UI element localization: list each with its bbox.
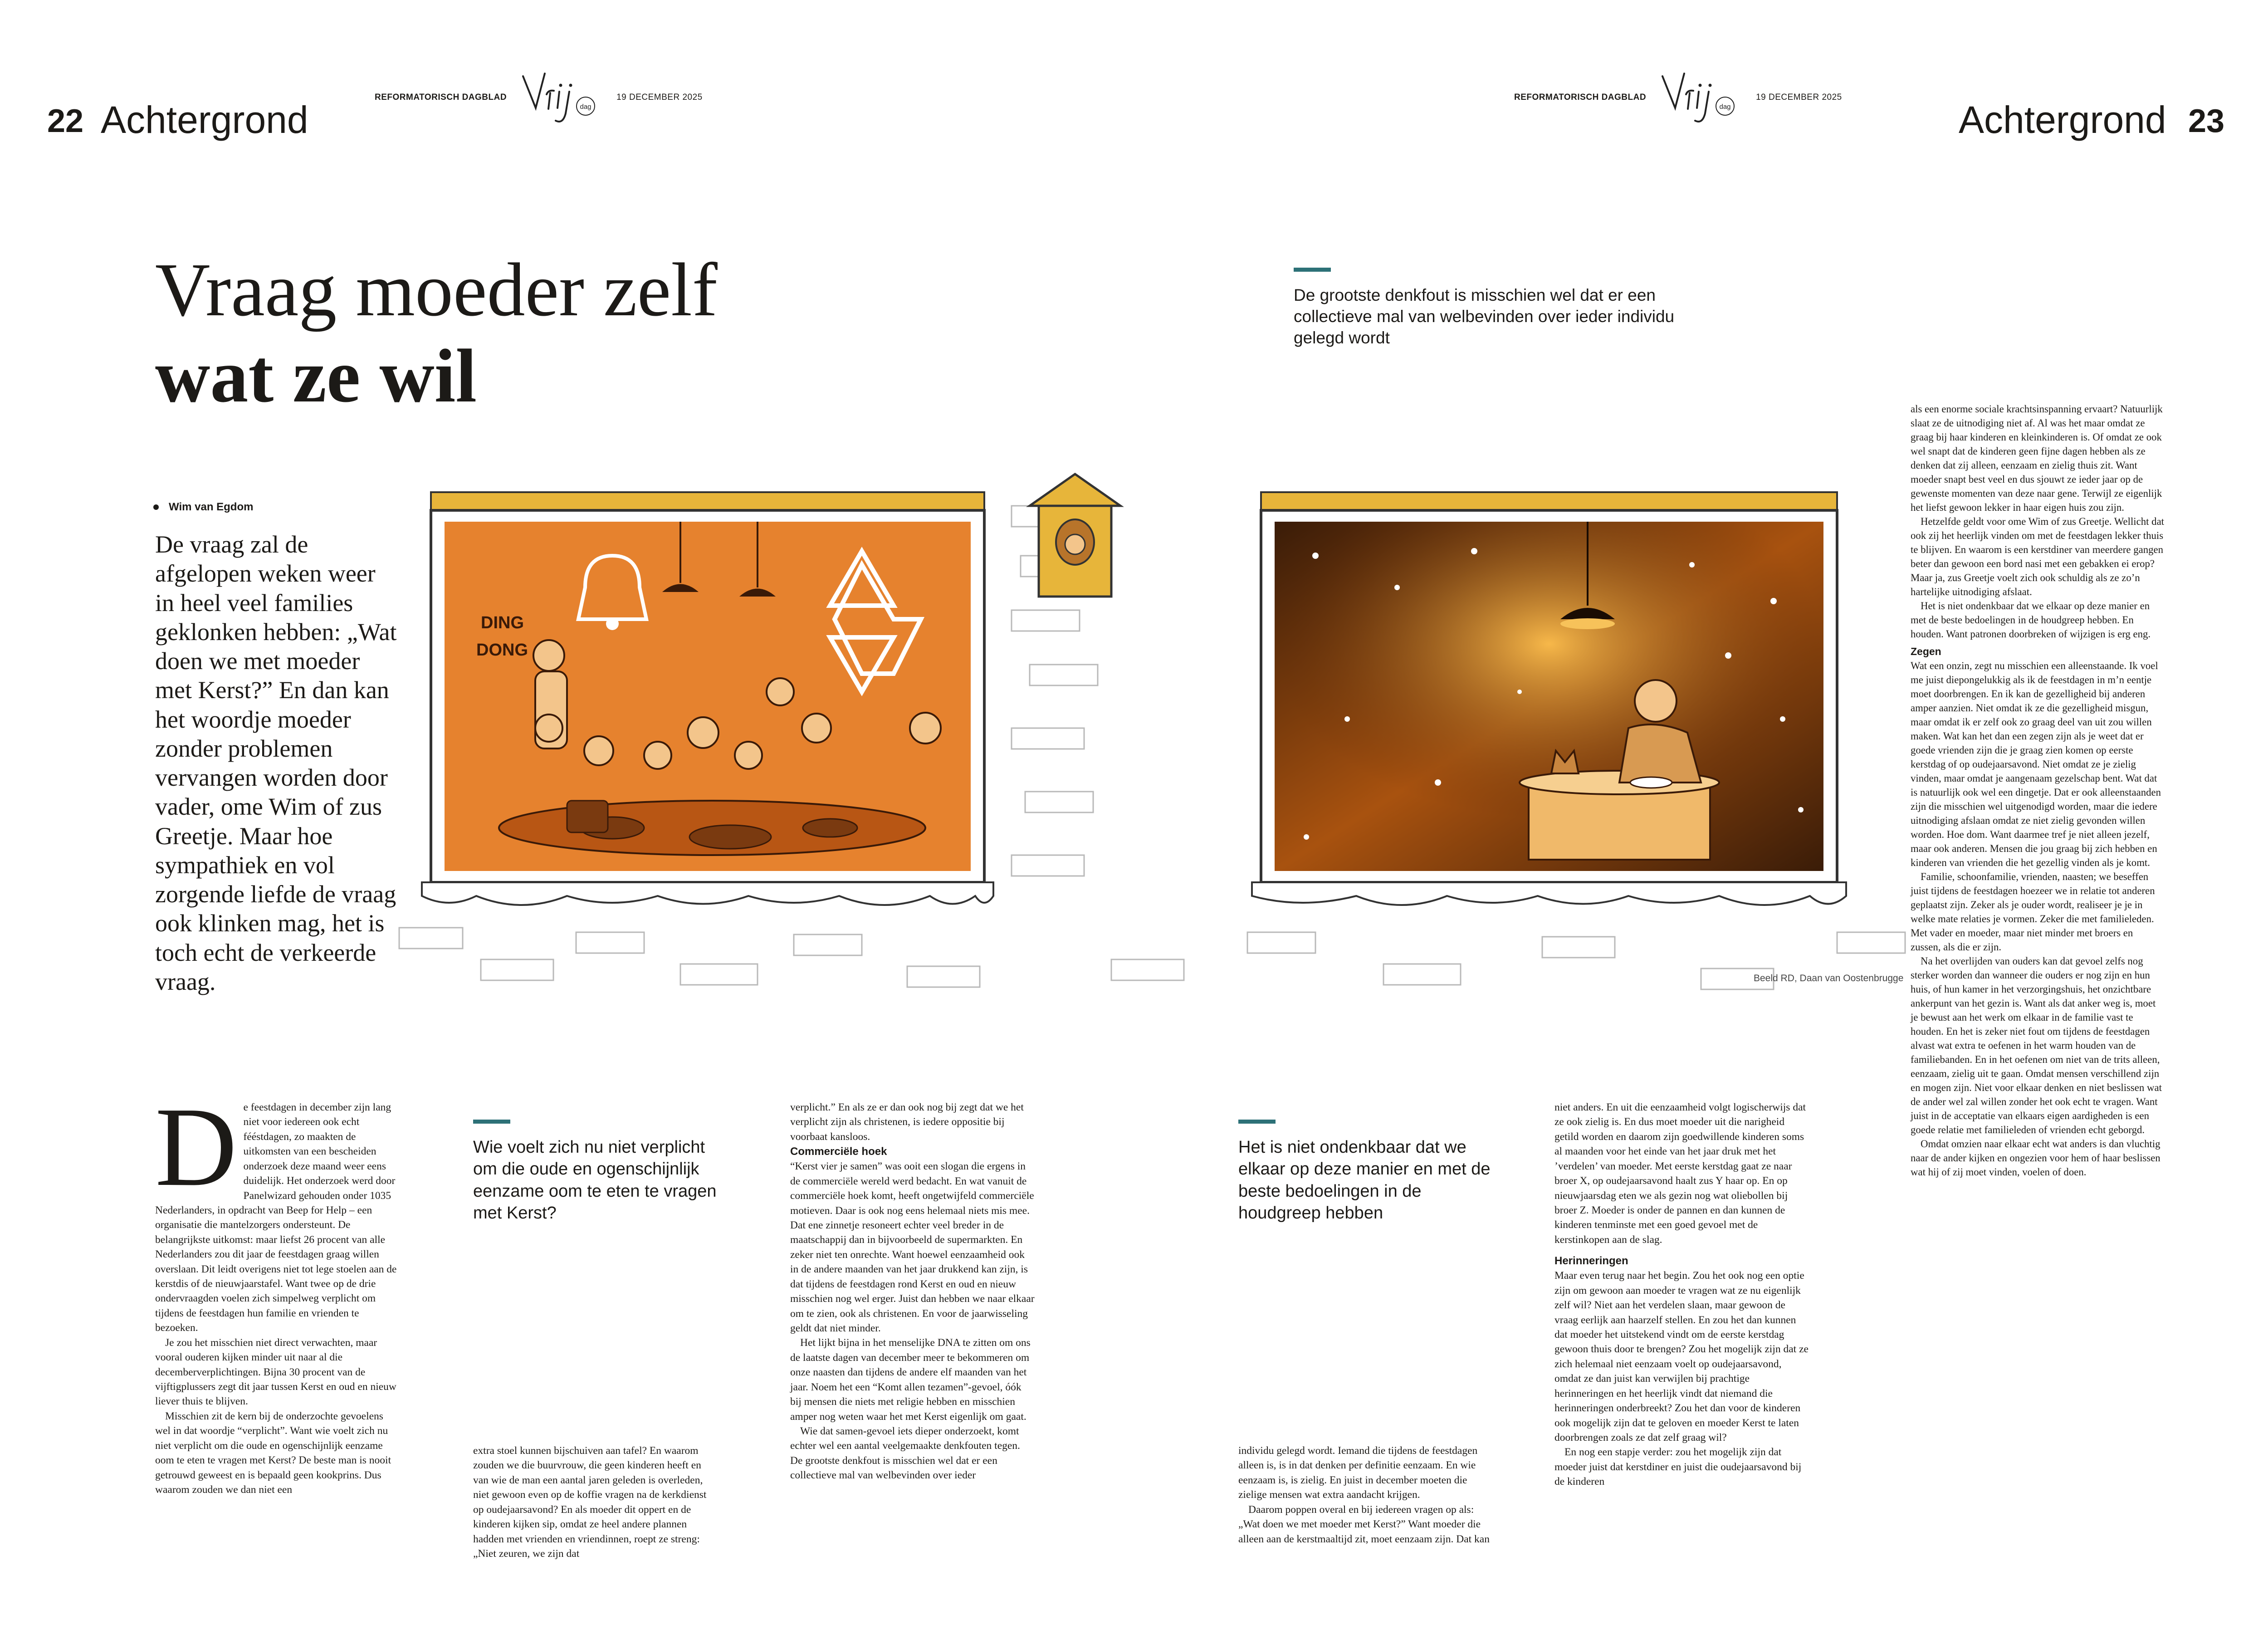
paragraph: Wie dat samen-gevoel iets dieper onderzoekt, komt echter wel een aantal veelgemaakte denkfouten tegen. De grootste denkfout is misschien wel dat er een collectieve mal van welbevinden over ieder [790,1425,1020,1482]
paragraph: verplicht.” En als ze er dan ook nog bij zegt dat we het verplicht zijn als christenen, is iedere oppositie bij voorbaat kansloos. [790,1101,1024,1143]
byline-bullet [153,504,159,510]
body-column-6 [1911,402,2165,1179]
intro-text: De vraag zal de afgelopen weken weer in heel veel families geklonken hebben: „Wat doen we met moeder met Kerst?” En dan kan het woordje moeder zonder problemen vervangen worden door vader, ome Wim of zus Greetje. Maar hoe sympathiek en vol zorgende liefde de vraag ook klinken mag, het is toch echt de verkeerde vraag. [155,531,397,995]
subheading: Commerciële hoek [790,1145,887,1158]
body-column-5 [1554,1100,1809,1489]
quote-bar-top [1294,268,1331,272]
paragraph: Maar even terug naar het begin. Zou het ook nog een optie zijn om gewoon aan moeder te vragen wat ze nu eigenlijk zelf wil? Niet aan het verdelen slaan, maar gewoon de vraag eerlijk aan haarzelf stellen. En zou het dan kunnen dat moeder het uitstekend vindt om de eerste kerstdag gewoon thuis door te brengen? Zou het mogelijk zijn dat ze zich helemaal niet eenzaam voelt op oudejaarsavond, omdat ze dan juist kan verwijlen bij prachtige herinneringen en het heerlijk vindt dat niemand die herinneringen onderbreekt? Zou het dan voor de kinderen ook mogelijk zijn dat te geloven en moeder Kerst te laten doorbrengen zoals ze dat zelf graag wil? [1554,1270,1809,1443]
paragraph: Wat een onzin, zegt nu misschien een alleenstaande. Ik voel me juist diepongelukkig als ik de feestdagen in m’n eentje moet doorbrengen. En ik kan de gezelligheid bij anderen amper aanzien. Niet omdat ik ze die gezelligheid misgun, maar omdat ik er zelf ook zo graag deel van uit zou willen maken. Wat kan het dan een zegen zijn als je weet dat er goede vrienden zijn die je graag zien komen op eerste kerstdag of op oudejaarsavond. Niet omdat ze je zielig vinden, maar omdat je aangenaam gezelschap bent. Wat dat is natuurlijk ook wel een dingetje. Dat er ook alleenstaanden zijn die misschien wel uitgenodigd worden, maar die iedere uitnodiging afslaan omdat ze niet zielig gevonden willen worden. Hoe dom. Want daarmee tref je niet alleen jezelf, maar ook anderen. Mensen die jou graag bij zich hebben en kinderen van vrienden die het gezellig vinden als je komt. [1911,660,2161,869]
paragraph: “Kerst vier je samen” was ooit een slogan die ergens in de commerciële wereld werd bedacht. En wat vanuit de commerciële hoek komt, heeft ongetwijfeld commerciële motieven. Daar is ook nog eens helemaal niets mis mee. Dat ene zinnetje resoneert echter veel breder in de maatschappij dan in bijvoorbeeld de supermarkten. En zeker niet ten onrechte. Want hoewel eenzaamheid ook in de andere maanden van het jaar drukkend kan zijn, is dat tijdens de feestdagen rond Kerst en oud en nieuw misschien nog wel erger. Juist dan hebben we naar elkaar om te zien, ook als christenen. En voor de jaarwisseling geldt dat niet minder. [790,1160,1035,1335]
paragraph: extra stoel kunnen bijschuiven aan tafel? En waarom zouden we die buurvrouw, die geen kinderen heeft en van wie de man een aantal jaren geleden is overleden, niet gewoon even op de koffie vragen na de kerkdienst op oudejaarsavond? En als moeder dit oppert en de kinderen kijken sip, omdat ze heel andere plannen hadden met vrienden en vriendinnen, roept ze streng: „Niet zeuren, we zijn dat [473,1445,707,1560]
dong-text: DONG [476,641,528,660]
paragraph: Daarom poppen overal en bij iedereen vragen op als: „Wat doen we met moeder met Kerst?” Want moeder die alleen aan de kerstmaaltijd zit, moet eenzaam zijn. Dat kan [1238,1503,1490,1545]
issue-date-right: 19 DECEMBER 2025 [1756,93,1842,102]
left-window [422,492,993,905]
pull-quote-top: De grootste denkfout is misschien wel dat er een collectieve mal van welbevinden over ieder individu gelegd wordt [1294,286,1675,347]
author-name: Wim van Egdom [169,501,254,513]
body-column-1 [155,1084,400,1497]
quote-bar-left [473,1120,510,1124]
vrij-logo-sub: dag [1719,103,1731,111]
body-column-2 [473,1443,718,1561]
headline-line1: Vraag moeder zelf [155,248,718,332]
birdhouse-icon [1030,474,1120,597]
page-number-left: 22 [47,103,84,139]
section-title-right: Achtergrond [1959,98,2166,141]
subheading: Herinneringen [1554,1255,1628,1267]
paragraph: als een enorme sociale krachtsinspanning ervaart? Natuurlijk slaat ze de uitnodiging niet af. Al was het maar omdat ze graag bij haar kinderen en kleinkinderen is. Of omdat ze ook wel snapt dat de kinderen geen fijne dagen hebben als ze denken dat zij alleen, eenzaam en zielig thuis zit. Want moeder snapt best veel en dus sjouwt ze ieder jaar op de gewenste momenten van deze naar gene. Terwijl ze eigenlijk het liefst gewoon lekker in haar eigen huis zou zijn. [1911,403,2163,513]
paragraph: Hetzelfde geldt voor ome Wim of zus Greetje. Wellicht dat ook zij het heerlijk vinden om met de feestdagen lekker thuis te blijven. En waarom is een kerstdiner van meerdere gangen beter dan gewoon een bord nasi met een gebakken ei erop? Maar ja, zus Greetje voelt zich ook schuldig als ze zo’n hartelijke uitnodiging afslaat. [1911,516,2165,597]
paragraph: niet anders. En uit die eenzaamheid volgt logischerwijs dat ze ook zielig is. En dus moet moeder uit die narigheid getild worden en daarom zijn goedwillende kinderen soms al maanden voor het einde van het jaar druk met het ’verdelen’ van moeder. Met eerste kerstdag gaat ze naar broer X, op oudejaarsavond haalt zus Y haar op. En op nieuwjaarsdag eten we als gezin nog wat oliebollen bij broer Z. Moeder is onder de pannen en dan kunnen de kinderen tenminste met een goed gevoel met de kerstinkopen aan de slag. [1554,1101,1806,1246]
pull-quote-right: Het is niet ondenkbaar dat we elkaar op deze manier en met de beste bedoelingen in de houdgreep hebben [1238,1138,1491,1223]
headline-line2: wat ze wil [155,334,477,418]
right-window [1252,492,1846,905]
paper-name-right: REFORMATORISCH DAGBLAD [1514,93,1647,102]
vrij-logo-icon [518,68,605,127]
section-title-left: Achtergrond [101,98,308,141]
subheading: Zegen [1911,646,1941,657]
paragraph: e feestdagen in december zijn lang niet voor iedereen ook echt fééstdagen, zo maakten de uitkomsten van een bescheiden onderzoek deze maand weer eens duidelijk. Het onderzoek werd door Panelwizard gehouden onder 1035 Nederlanders, in opdracht van Beep for Help – een organisatie die mantelzorgers ondersteunt. De belangrijkste uitkomst: maar liefst 26 procent van alle Nederlanders zou dit jaar de feestdagen graag willen overslaan. Dit leidt overigens niet tot lege stoelen aan de kerstdis of de nieuwjaarstafel. Want twee op de drie ondervraagden voelen zich simpelweg verplicht om tijdens de feestdagen hun familie en vrienden te bezoeken. [155,1101,397,1334]
pull-quote-left: Wie voelt zich nu niet verplicht om die oude en ogenschijnlijk eenzame oom te eten te vragen met Kerst? [473,1138,717,1223]
paragraph: Familie, schoonfamilie, vrienden, naasten; we beseffen juist tijdens de feestdagen hoezeer we in relatie tot anderen geplaatst zijn. Zeker als je ouder wordt, realiseer je je in welke mate relaties je vormen. Zeker die met familieleden. Met vader en moeder, maar niet minder met broers en zussen, als die er zijn. [1911,871,2155,953]
vrij-logo-sub: dag [580,103,591,111]
page-number-right: 23 [2188,103,2225,139]
paragraph: Het lijkt bijna in het menselijke DNA te zitten om ons de laatste dagen van december meer te bekommeren om onze naasten dan tijdens de andere elf maanden van het jaar. Noem het een “Komt allen tezamen”-gevoel, óók bij mensen die niets met religie hebben en misschien amper nog weten waar het met Kerst eigenlijk om gaat. [790,1337,1031,1423]
paragraph: Misschien zit de kern bij de onderzochte gevoelens wel in dat woordje “verplicht”. Want wie voelt zich nu niet verplicht om die oude en ogenschijnlijk eenzame oom te eten te vragen met Kerst? De beste man is nooit getrouwd geweest en is bepaald geen kookprins. Dus waarom zouden we dan niet een [155,1410,391,1496]
issue-date: 19 DECEMBER 2025 [616,93,703,102]
body-column-3 [790,1100,1035,1483]
paper-name: REFORMATORISCH DAGBLAD [375,93,507,102]
quote-bar-right [1238,1120,1276,1124]
paragraph: Omdat omzien naar elkaar echt wat anders is dan vluchtig naar de ander kijken en ongezien voor hem of haar beslissen wat hij of zij moet vinden, voelen of doen. [1911,1138,2160,1178]
paragraph: Het is niet ondenkbaar dat we elkaar op deze manier en met de beste bedoelingen in de houdgreep hebben. En houden. Want patronen doorbreken of wijzigen is erg eng. [1911,600,2151,640]
vrij-logo-icon [1658,68,1744,127]
christmas-illustration [386,438,1969,1027]
paragraph: En nog een stapje verder: zou het mogelijk zijn dat moeder juist dat kerstdiner en juist die oudejaarsavond bij de kinderen [1554,1446,1802,1488]
ding-text: DING [481,613,524,632]
paragraph: Je zou het misschien niet direct verwachten, maar vooral ouderen kijken minder uit naar al die decemberverplichtingen. Bijna 30 procent van de vijftigplussers zegt dit jaar tussen Kerst en oud en nieuw liever thuis te blijven. [155,1336,396,1408]
image-credit: Beeld RD, Daan van Oostenbrugge [1754,973,1904,983]
body-column-4 [1238,1443,1492,1546]
paragraph: individu gelegd wordt. Iemand die tijdens de feestdagen alleen is, is in dat denken per definitie eenzaam. En wie eenzaam is, is zielig. En juist in december moeten die zielige mensen wat extra aandacht krijgen. [1238,1445,1478,1501]
paragraph: Na het overlijden van ouders kan dat gevoel zelfs nog sterker worden dan wanneer die ouders er nog zijn en hun huis, of hun kamer in het verzorgingshuis, het onzichtbare ankerpunt van het gezin is. Want als dat anker weg is, moet je bewust aan het werk om elkaar in de familie vast te houden. En het is zeker niet fout om tijdens de feestdagen alvast wat extra te oefenen in het warm houden van de familiebanden. En in het oefenen om niet van de trits alleen, eenzaam, zielig uit te gaan. Omdat mensen verschillend zijn en mogen zijn. Niet voor elkaar denken en niet beslissen wat de ander wel zal willen zonder het ook echt te vragen. Want juist in de acceptatie van elkaars eigen aardigheden is een goede relatie met familieleden of vrienden echt geborgd. [1911,955,2162,1136]
byline [153,501,253,514]
drop-cap: D [155,1084,237,1210]
masthead-right [1514,68,1868,127]
masthead-left [375,68,728,127]
